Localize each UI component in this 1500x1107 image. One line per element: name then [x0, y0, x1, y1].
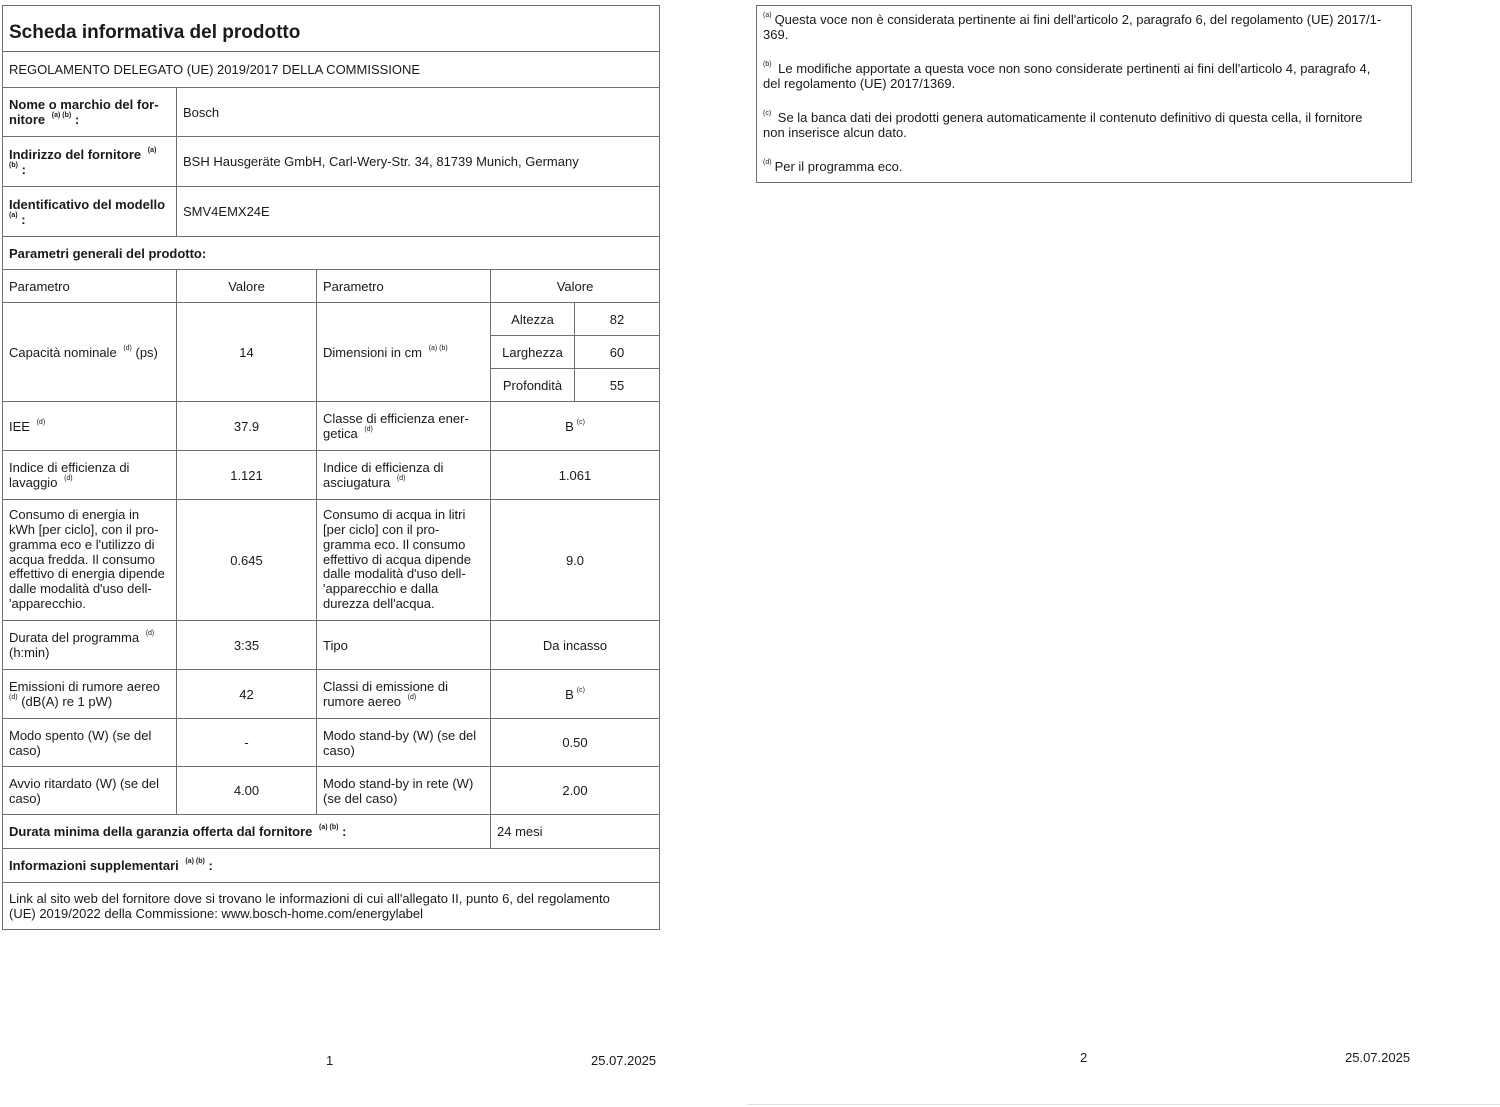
type-value-cell: [491, 621, 660, 670]
noise-label-cell: [3, 670, 177, 719]
height-label: Altezza: [511, 311, 554, 327]
energy-consumption-label-line: 'apparecchio.: [9, 595, 86, 611]
col-header-value-2-text: Valore: [556, 278, 594, 294]
water-consumption-label-line: [per ciclo] con il pro-: [323, 522, 440, 537]
standby-value-cell: [491, 719, 660, 767]
supplier-address-mark-b: (b): [9, 161, 18, 169]
network-standby-value-cell: [491, 767, 660, 815]
capacity-suffix: (ps): [135, 344, 158, 360]
footnote-c-line2: non inserisce alcun dato.: [763, 125, 907, 140]
depth-label-cell: [491, 369, 575, 402]
water-consumption-label-line: effettivo di acqua dipende: [323, 551, 471, 567]
dry-index-label-line2: asciugatura: [323, 475, 391, 490]
iee-value: 37.9: [233, 418, 260, 434]
footnote-b-line2: del regolamento (UE) 2017/1369.: [763, 76, 956, 91]
wash-index-value: 1.121: [230, 467, 263, 483]
depth-label: Profondità: [502, 377, 563, 393]
dry-index-value: 1.061: [558, 467, 592, 483]
delay-start-label-line1: Avvio ritardato (W) (se del: [9, 775, 160, 791]
height-value: 82: [609, 311, 625, 327]
page-date-2: 25.07.2025: [1345, 1050, 1411, 1065]
energy-consumption-label-line: Consumo di energia in: [9, 507, 140, 523]
footnote-a-mark: (a): [763, 12, 772, 19]
bottom-divider: [747, 1104, 1500, 1105]
noise-label-line1: Emissioni di rumore aereo: [9, 679, 161, 694]
col-header-value-1-text: Valore: [228, 278, 265, 294]
page-date-1: 25.07.2025: [591, 1053, 657, 1068]
supplier-link-text-line1: Link al sito web del fornitore dove si trovano le informazioni di cui all'allegato II, punto 6, del regolamento: [9, 891, 610, 906]
noise-class-label-cell: [317, 670, 491, 719]
supplier-name-value-cell: [177, 88, 660, 137]
model-label-cell: [3, 187, 177, 237]
warranty-colon: :: [342, 824, 347, 839]
dimensions-label-cell: [317, 303, 491, 402]
dimensions-label: Dimensioni in cm: [323, 344, 422, 360]
col-header-param-1-text: Parametro: [9, 278, 70, 294]
dry-index-value-cell: [491, 451, 660, 500]
model-value: SMV4EMX24E: [183, 204, 270, 219]
energy-consumption-label-line: kWh [per ciclo], con il pro-: [9, 522, 159, 537]
warranty-label: Durata minima della garanzia offerta dal fornitore: [9, 824, 313, 839]
footnote-b-mark: (b): [763, 61, 772, 68]
off-mode-value-cell: [177, 719, 317, 767]
noise-value-cell: [177, 670, 317, 719]
page-number-2: 2: [1080, 1050, 1088, 1065]
noise-class-value-mark: (c): [576, 686, 585, 694]
capacity-label-cell: [3, 303, 177, 402]
supplier-name-colon: :: [74, 112, 80, 127]
standby-label-line1: Modo stand-by (W) (se del: [323, 727, 477, 743]
depth-value: 55: [609, 377, 625, 393]
delay-start-label-cell: [3, 767, 177, 815]
supplier-name-label-line1: Nome o marchio del for-: [9, 97, 159, 112]
noise-class-value-cell: [491, 670, 660, 719]
water-consumption-label-line: durezza dell'acqua.: [323, 595, 435, 611]
footnote-c-mark: (c): [763, 110, 772, 117]
model-label: Identificativo del modello: [9, 196, 166, 212]
delay-start-label-line2: caso): [9, 790, 41, 806]
network-standby-value: 2.00: [562, 783, 588, 798]
type-value: Da incasso: [542, 637, 608, 653]
supplier-link-text-line2: (UE) 2019/2022 della Commissione: www.bosch-home.com/energylabel: [9, 906, 424, 921]
col-header-param-1: [3, 270, 177, 303]
energy-class-label-line2: getica: [323, 426, 358, 441]
water-consumption-value: 9.0: [565, 552, 585, 568]
noise-class-value: B: [565, 686, 574, 702]
wash-index-label-cell: [3, 451, 177, 500]
energy-consumption-label-cell: [3, 500, 177, 621]
water-consumption-label-line: Consumo di acqua in litri: [323, 507, 466, 523]
energy-class-label-cell: [317, 402, 491, 451]
col-header-param-2-text: Parametro: [323, 278, 384, 294]
delay-start-value-cell: [177, 767, 317, 815]
supplier-address-label-cell: [3, 137, 177, 187]
water-consumption-label-line: dalle modalità d'uso dell-: [323, 566, 466, 582]
standby-label-cell: [317, 719, 491, 767]
additional-info-cell: [3, 849, 660, 883]
footnote-b: [763, 61, 1405, 91]
standby-label-line2: caso): [323, 742, 355, 758]
type-label: Tipo: [323, 637, 348, 653]
footnote-a: [763, 12, 1405, 42]
depth-value-cell: [575, 369, 660, 402]
capacity-mark: (d): [123, 344, 132, 352]
noise-value: 42: [239, 686, 254, 702]
standby-value: 0.50: [562, 735, 588, 750]
additional-info-label: Informazioni supplementari: [9, 858, 179, 873]
energy-consumption-value-cell: [177, 500, 317, 621]
supplier-name-footnote-marks: (a) (b): [51, 112, 72, 119]
general-params-heading: Parametri generali del prodotto:: [9, 245, 207, 261]
page-2: [745, 0, 1500, 1107]
energy-consumption-label-line: dalle modalità d'uso dell-: [9, 581, 152, 597]
height-label-cell: [491, 303, 575, 336]
wash-index-label-line2: lavaggio: [9, 475, 58, 490]
warranty-label-cell: [3, 815, 491, 849]
program-duration-label-line1: Durata del programma: [9, 630, 140, 645]
sheet-title: Scheda informativa del prodotto: [9, 21, 301, 43]
width-value-cell: [575, 336, 660, 369]
capacity-value: 14: [239, 344, 254, 360]
footnote-d-line1: Per il programma eco.: [774, 159, 903, 174]
width-value: 60: [609, 344, 625, 360]
water-consumption-label-line: gramma eco. Il consumo: [323, 536, 466, 552]
product-info-sheet-table: [2, 5, 660, 930]
water-consumption-label-cell: [317, 500, 491, 621]
height-value-cell: [575, 303, 660, 336]
supplier-link-cell: [3, 883, 660, 930]
noise-label-line2: (dB(A) re 1 pW): [21, 694, 113, 709]
sheet-title-cell: [3, 6, 660, 52]
model-value-cell: [177, 187, 660, 237]
dry-index-label-line1: Indice di efficienza di: [323, 460, 444, 475]
footnote-d-mark: (d): [763, 159, 772, 166]
energy-class-mark: (d): [364, 426, 373, 433]
page-number-1: 1: [326, 1053, 334, 1068]
wash-index-value-cell: [177, 451, 317, 500]
supplier-name-value: Bosch: [183, 104, 220, 120]
noise-mark: (d): [9, 694, 18, 701]
network-standby-label-cell: [317, 767, 491, 815]
program-duration-mark: (d): [145, 630, 155, 637]
warranty-marks: (a) (b): [319, 824, 339, 831]
network-standby-label-line1: Modo stand-by in rete (W): [323, 775, 474, 791]
off-mode-label-line2: caso): [9, 742, 41, 758]
col-header-param-2: [317, 270, 491, 303]
supplier-address-value: BSH Hausgeräte GmbH, Carl-Wery-Str. 34, 81739 Munich, Germany: [183, 154, 579, 169]
width-label: Larghezza: [502, 344, 563, 360]
energy-consumption-value: 0.645: [230, 552, 263, 568]
page-1: [0, 0, 745, 1107]
noise-class-label-line2: rumore aereo: [323, 694, 402, 709]
program-duration-label-line2: (h:min): [9, 645, 50, 660]
footnote-a-line2: 369.: [763, 27, 789, 42]
delay-start-value: 4.00: [233, 783, 260, 798]
footnote-a-line1: Questa voce non è considerata pertinente ai fini dell'articolo 2, paragrafo 6, del regolamento (UE) 2017/1-: [774, 12, 1382, 27]
regulation-cell: [3, 52, 660, 88]
dry-index-mark: (d): [396, 475, 406, 482]
dimensions-marks: (a) (b): [428, 344, 448, 352]
supplier-name-label-line2: nitore: [9, 112, 46, 127]
warranty-value: 24 mesi: [497, 824, 543, 839]
iee-value-cell: [177, 402, 317, 451]
additional-info-marks: (a) (b): [185, 858, 205, 865]
water-consumption-label-line: 'apparecchio e dalla: [323, 581, 439, 597]
warranty-value-cell: [491, 815, 660, 849]
capacity-label: Capacità nominale: [9, 344, 117, 360]
footnote-b-line1: Le modifiche apportate a questa voce non sono considerate pertinenti ai fini dell'articolo 4, paragrafo 4,: [774, 61, 1371, 76]
footnotes-box: [756, 5, 1412, 183]
additional-info-colon: :: [208, 858, 213, 873]
wash-index-mark: (d): [64, 475, 73, 482]
water-consumption-value-cell: [491, 500, 660, 621]
energy-consumption-label-line: acqua fredda. Il consumo: [9, 551, 155, 567]
network-standby-label-line2: (se del caso): [323, 790, 398, 806]
energy-consumption-label-line: gramma eco e l'utilizzo di: [9, 536, 155, 552]
capacity-value-cell: [177, 303, 317, 402]
footnote-d: [763, 159, 1405, 174]
energy-class-label-line1: Classe di efficienza ener-: [323, 411, 469, 426]
width-label-cell: [491, 336, 575, 369]
type-label-cell: [317, 621, 491, 670]
general-params-heading-cell: [3, 237, 660, 270]
supplier-address-mark-a: (a): [147, 146, 157, 154]
dry-index-label-cell: [317, 451, 491, 500]
col-header-value-1: [177, 270, 317, 303]
wash-index-label-line1: Indice di efficienza di: [9, 460, 130, 475]
footnote-c: [763, 110, 1405, 140]
noise-class-label-line1: Classi di emissione di: [323, 679, 448, 694]
regulation-text: REGOLAMENTO DELEGATO (UE) 2019/2017 DELLA COMMISSIONE: [9, 62, 421, 77]
off-mode-label-cell: [3, 719, 177, 767]
program-duration-label-cell: [3, 621, 177, 670]
energy-class-value: B: [565, 418, 574, 434]
iee-label: IEE: [9, 418, 30, 434]
iee-label-cell: [3, 402, 177, 451]
off-mode-label-line1: Modo spento (W) (se del: [9, 727, 152, 743]
program-duration-value: 3:35: [233, 637, 260, 653]
iee-mark: (d): [36, 418, 46, 426]
noise-class-mark: (d): [407, 694, 417, 701]
model-colon: :: [21, 211, 26, 227]
col-header-value-2: [491, 270, 660, 303]
supplier-address-colon: :: [21, 161, 26, 177]
energy-class-value-cell: [491, 402, 660, 451]
energy-consumption-label-line: effettivo di energia dipende: [9, 566, 165, 582]
supplier-address-label: Indirizzo del fornitore: [9, 146, 142, 162]
supplier-name-label-cell: [3, 88, 177, 137]
energy-class-value-mark: (c): [576, 418, 585, 426]
supplier-address-value-cell: [177, 137, 660, 187]
program-duration-value-cell: [177, 621, 317, 670]
off-mode-value: -: [244, 735, 249, 750]
model-footnote-mark: (a): [9, 211, 18, 219]
footnote-c-line1: Se la banca dati dei prodotti genera automaticamente il contenuto definitivo di questa cella, il fornitore: [774, 110, 1363, 125]
